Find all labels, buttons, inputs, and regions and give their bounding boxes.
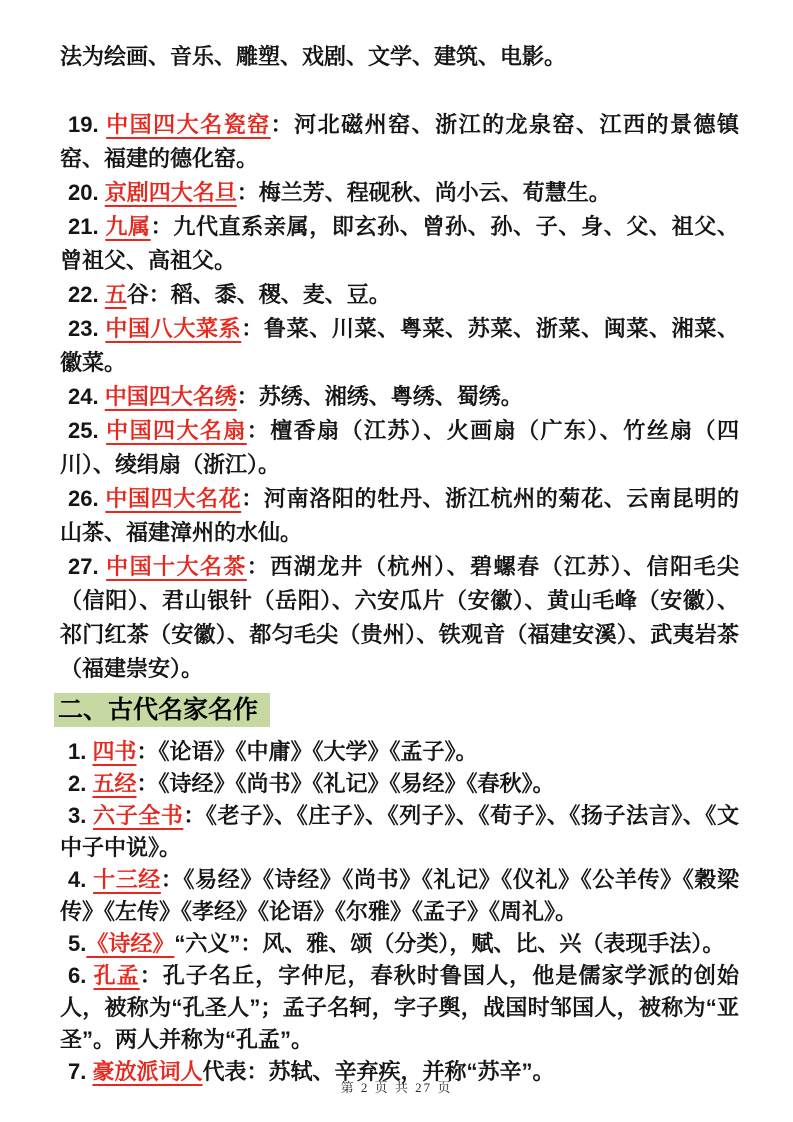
item-body: ：鲁菜、川菜、粤菜、苏菜、浙菜、闽菜、湘菜、徽菜。 — [60, 316, 739, 375]
item-body: ：《老子》、《庄子》、《列子》、《荀子》、《扬子法言》、《文中子中说》。 — [60, 803, 739, 860]
list-item — [60, 380, 739, 414]
list-item — [60, 864, 739, 928]
list-item — [60, 960, 739, 1056]
page-footer: 第 2 页 共 27 页 — [340, 1080, 453, 1095]
list-item — [60, 278, 739, 312]
item-term-highlighted: 四书 — [92, 739, 137, 764]
item-body: ：《论语》《中庸》《大学》《孟子》。 — [136, 739, 478, 764]
list-item — [60, 768, 739, 800]
item-body: ：孔子名丘，字仲尼，春秋时鲁国人，他是儒家学派的创始人，被称为“孔圣人”；孟子名轲，字子舆，战国时邹国人，被称为“亚圣”。两人并称为“孔孟”。 — [60, 963, 739, 1052]
item-body: ：河南洛阳的牡丹、浙江杭州的菊花、云南昆明的山茶、福建漳州的水仙。 — [60, 486, 739, 545]
item-number: 26. — [68, 486, 106, 511]
item-term-highlighted: 中国十大名茶 — [106, 554, 247, 579]
item-number: 21. — [68, 214, 106, 239]
item-number: 22. — [68, 282, 105, 307]
item-body: ：西湖龙井（杭州）、碧螺春（江苏）、信阳毛尖（信阳）、君山银针（岳阳）、六安瓜片（安徽）、黄山毛峰（安徽）、祁门红茶（安徽）、都匀毛尖（贵州）、铁观音（福建安溪）、武夷岩茶（福建崇安）。 — [60, 554, 739, 681]
list-item — [60, 312, 739, 380]
item-number: 20. — [68, 180, 105, 205]
list-item — [60, 550, 739, 686]
item-number: 23. — [68, 316, 106, 341]
list-item — [60, 928, 739, 960]
list-item — [60, 736, 739, 768]
item-term-highlighted: 十三经 — [93, 867, 161, 892]
item-term-highlighted: 五经 — [92, 771, 137, 796]
item-number: 6. — [68, 963, 94, 988]
item-term-highlighted: 中国四大名花 — [105, 486, 242, 511]
list-item — [60, 482, 739, 550]
list-item — [60, 800, 739, 864]
item-number: 27. — [68, 554, 107, 579]
section-heading-highlight: 二、古代名家名作 — [54, 693, 270, 727]
item-number: 24. — [68, 384, 105, 409]
ancient-works-list — [60, 736, 739, 1088]
item-term-highlighted: 《诗经》 — [86, 931, 175, 956]
section-heading — [54, 692, 739, 728]
list-item — [60, 176, 739, 210]
item-number: 1. — [68, 739, 93, 764]
item-body: ：梅兰芳、程砚秋、尚小云、荀慧生。 — [236, 180, 611, 205]
item-term-highlighted: 九属 — [105, 214, 151, 239]
item-term-highlighted: 中国四大名瓷窑 — [106, 112, 271, 137]
item-number: 3. — [68, 803, 94, 828]
item-term-highlighted: 中国四大名扇 — [106, 418, 247, 443]
item-term-highlighted: 五 — [104, 282, 127, 307]
item-number: 5. — [68, 931, 87, 956]
item-term-highlighted: 中国八大菜系 — [105, 316, 242, 341]
item-term-highlighted: 中国四大名绣 — [104, 384, 237, 409]
item-term-highlighted: 豪放派词人 — [92, 1059, 203, 1084]
item-number: 4. — [68, 867, 94, 892]
item-body: ：檀香扇（江苏）、火画扇（广东）、竹丝扇（四川）、绫绢扇（浙江）。 — [60, 418, 739, 477]
item-body: ：九代直系亲属，即玄孙、曾孙、孙、子、身、父、祖父、曾祖父、高祖父。 — [60, 214, 739, 273]
item-body: ：河北磁州窑、浙江的龙泉窑、江西的景德镇窑、福建的德化窑。 — [60, 112, 739, 171]
item-body: ：《诗经》《尚书》《礼记》《易经》《春秋》。 — [136, 771, 555, 796]
item-number: 25. — [68, 418, 107, 443]
item-term-highlighted: 六子全书 — [93, 803, 184, 828]
culture-knowledge-list — [60, 108, 739, 686]
list-item — [60, 108, 739, 176]
item-number: 2. — [68, 771, 93, 796]
list-item — [60, 414, 739, 482]
paragraph-continuation: 法为绘画、音乐、雕塑、戏剧、文学、建筑、电影。 — [60, 44, 567, 69]
item-number: 19. — [68, 112, 107, 137]
item-body: “六义”：风、雅、颂（分类），赋、比、兴（表现手法）。 — [174, 931, 725, 956]
item-body: ：《易经》《诗经》《尚书》《礼记》《仪礼》《公羊传》《穀梁传》《左传》《孝经》《论语》《尔雅》《孟子》《周礼》。 — [60, 867, 739, 924]
list-item — [60, 210, 739, 278]
item-body: 谷：稻、黍、稷、麦、豆。 — [126, 282, 391, 307]
item-number: 7. — [68, 1059, 93, 1084]
item-body: 代表：苏轼、辛弃疾，并称“苏辛”。 — [202, 1059, 555, 1084]
item-term-highlighted: 京剧四大名旦 — [104, 180, 237, 205]
item-term-highlighted: 孔孟 — [93, 963, 140, 988]
item-body: ：苏绣、湘绣、粤绣、蜀绣。 — [236, 384, 523, 409]
